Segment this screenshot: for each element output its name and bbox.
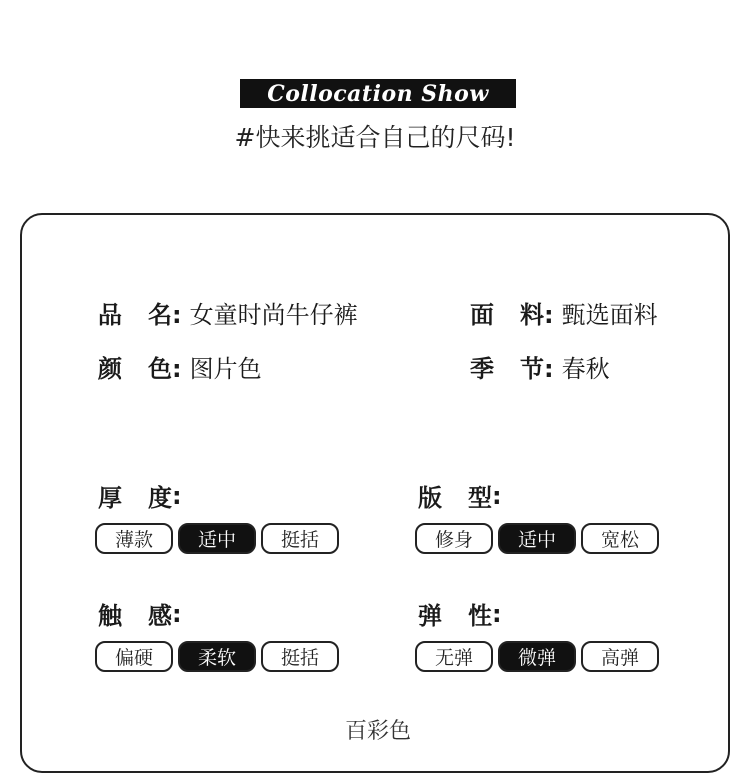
- feel-title: [98, 596, 182, 631]
- info-fabric: [470, 300, 658, 330]
- info-season-value: 春秋: [561, 355, 610, 383]
- elasticity-label: 弹性: [418, 602, 492, 630]
- feel-option-hard[interactable]: 偏硬: [95, 641, 173, 672]
- info-name-value: 女童时尚牛仔裤: [189, 301, 358, 329]
- feel-options: [95, 641, 344, 672]
- info-color-value: 图片色: [189, 355, 262, 383]
- thickness-label: 厚度: [98, 484, 172, 512]
- info-name-label: 品名: [98, 301, 172, 329]
- info-season-label: 季节: [470, 355, 544, 383]
- elasticity-option-high[interactable]: 高弹: [581, 641, 659, 672]
- info-color: [98, 354, 262, 384]
- elasticity-title: [418, 596, 502, 631]
- fit-option-loose[interactable]: 宽松: [581, 523, 659, 554]
- feel-label: 触感: [98, 602, 172, 630]
- fit-label: 版型: [418, 484, 492, 512]
- info-fabric-colon: :: [544, 301, 554, 329]
- elasticity-option-slight[interactable]: 微弹: [498, 641, 576, 672]
- fit-option-regular[interactable]: 适中: [498, 523, 576, 554]
- thickness-option-thin[interactable]: 薄款: [95, 523, 173, 554]
- info-fabric-value: 甄选面料: [561, 301, 658, 329]
- size-subtitle: #快来挑适合自己的尺码!: [234, 123, 516, 152]
- fit-colon: :: [492, 481, 502, 510]
- info-name: [98, 300, 358, 330]
- info-season: [470, 354, 610, 384]
- thickness-colon: :: [172, 481, 182, 510]
- fit-options: [415, 523, 664, 554]
- info-name-colon: :: [172, 301, 182, 329]
- thickness-option-stiff[interactable]: 挺括: [261, 523, 339, 554]
- fit-option-slim[interactable]: 修身: [415, 523, 493, 554]
- collocation-show-banner: Collocation Show: [240, 79, 516, 108]
- footer-partial-text: 百彩色: [345, 719, 412, 744]
- thickness-option-medium[interactable]: 适中: [178, 523, 256, 554]
- info-season-colon: :: [544, 355, 554, 383]
- feel-colon: :: [172, 599, 182, 628]
- info-color-label: 颜色: [98, 355, 172, 383]
- info-fabric-label: 面料: [470, 301, 544, 329]
- feel-option-crisp[interactable]: 挺括: [261, 641, 339, 672]
- fit-title: [418, 478, 502, 513]
- feel-option-soft[interactable]: 柔软: [178, 641, 256, 672]
- elasticity-option-none[interactable]: 无弹: [415, 641, 493, 672]
- info-color-colon: :: [172, 355, 182, 383]
- thickness-options: [95, 523, 344, 554]
- elasticity-options: [415, 641, 664, 672]
- thickness-title: [98, 478, 182, 513]
- elasticity-colon: :: [492, 599, 502, 628]
